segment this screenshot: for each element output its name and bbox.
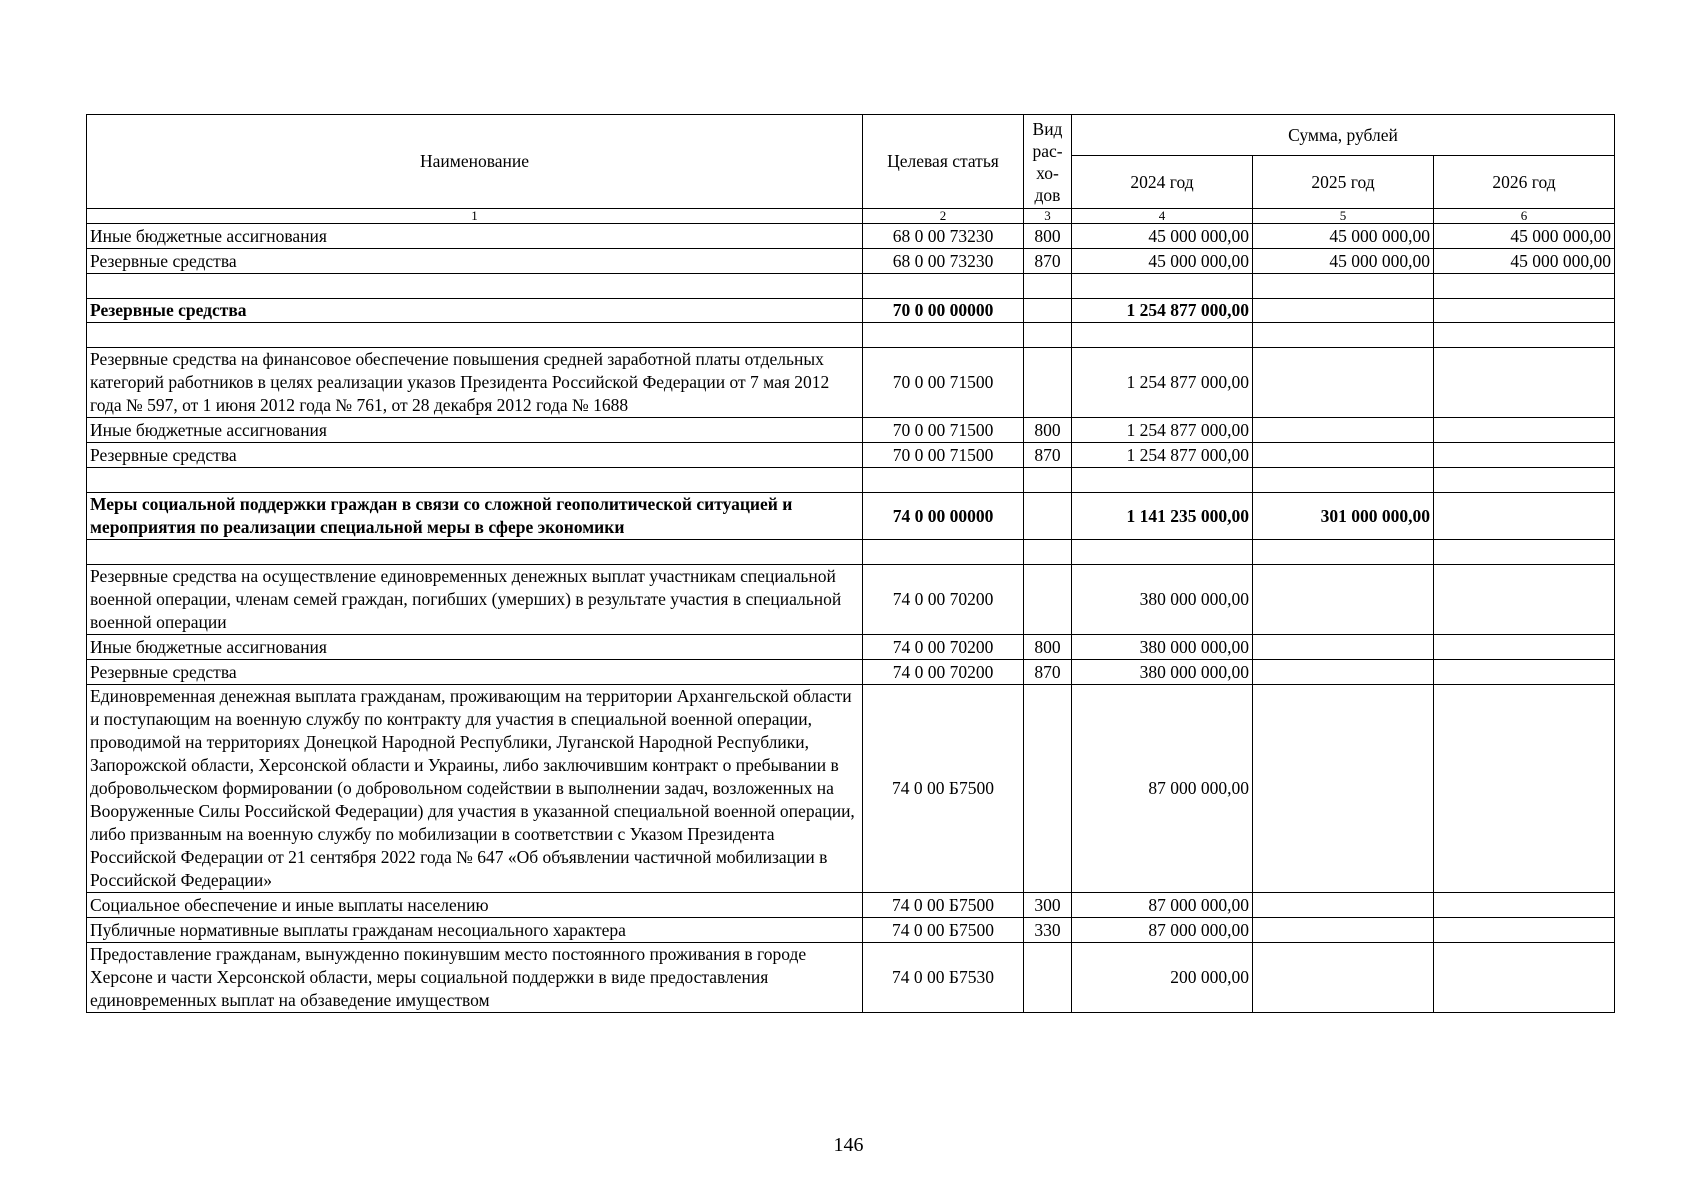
cell-expense-type bbox=[1024, 685, 1072, 893]
cell-amount-2026 bbox=[1434, 443, 1615, 468]
cell-amount-2026 bbox=[1434, 468, 1615, 493]
cell-name: Резервные средства bbox=[87, 299, 863, 323]
column-number: 2 bbox=[863, 209, 1024, 224]
cell-amount-2024: 45 000 000,00 bbox=[1072, 249, 1253, 274]
table-row bbox=[87, 893, 1615, 918]
cell-target-article: 68 0 00 73230 bbox=[863, 249, 1024, 274]
column-number: 5 bbox=[1253, 209, 1434, 224]
cell-name: Резервные средства на финансовое обеспечение повышения средней заработной платы отдельных категорий работников в целях реализации указов Президента Российской Федерации от 7 мая 2012 года № 597, от 1 июня 2012 года № 761, от 28 декабря 2012 года № 1688 bbox=[87, 348, 863, 418]
cell-amount-2026 bbox=[1434, 299, 1615, 323]
cell-amount-2024: 1 254 877 000,00 bbox=[1072, 348, 1253, 418]
table-row bbox=[87, 348, 1615, 418]
cell-amount-2026 bbox=[1434, 323, 1615, 348]
cell-expense-type bbox=[1024, 943, 1072, 1013]
cell-target-article: 74 0 00 70200 bbox=[863, 635, 1024, 660]
cell-expense-type bbox=[1024, 274, 1072, 299]
cell-amount-2026 bbox=[1434, 274, 1615, 299]
cell-expense-type bbox=[1024, 493, 1072, 540]
header-year-2024: 2024 год bbox=[1072, 156, 1253, 209]
cell-name: Единовременная денежная выплата гражданам, проживающим на территории Архангельской области и поступающим на военную службу по контракту для участия в специальной военной операции, проводимой на территориях Донецкой Народной Республики, Луганской Народной Республики, Запорожской области, Херсонской области и Украины, либо заключившим контракт о пребывании в добровольческом формировании (о добровольном содействии в выполнении задач, возложенных на Вооруженные Силы Российской Федерации) для участия в указанной специальной военной операции, либо призванным на военную службу по мобилизации в соответствии с Указом Президента Российской Федерации от 21 сентября 2022 года № 647 «Об объявлении частичной мобилизации в Российской Федерации» bbox=[87, 685, 863, 893]
cell-amount-2024 bbox=[1072, 540, 1253, 565]
column-number-row bbox=[87, 209, 1615, 224]
header-name: Наименование bbox=[87, 115, 863, 209]
cell-amount-2025: 301 000 000,00 bbox=[1253, 493, 1434, 540]
column-number: 6 bbox=[1434, 209, 1615, 224]
cell-target-article: 70 0 00 71500 bbox=[863, 418, 1024, 443]
header-target-article: Целевая статья bbox=[863, 115, 1024, 209]
cell-amount-2025 bbox=[1253, 943, 1434, 1013]
cell-amount-2026 bbox=[1434, 943, 1615, 1013]
cell-amount-2026: 45 000 000,00 bbox=[1434, 224, 1615, 249]
cell-amount-2026 bbox=[1434, 565, 1615, 635]
cell-name: Меры социальной поддержки граждан в связи со сложной геополитической ситуацией и мероприятия по реализации специальной меры в сфере экономики bbox=[87, 493, 863, 540]
cell-expense-type: 800 bbox=[1024, 635, 1072, 660]
cell-amount-2024: 1 141 235 000,00 bbox=[1072, 493, 1253, 540]
cell-amount-2024: 380 000 000,00 bbox=[1072, 565, 1253, 635]
table-header bbox=[87, 115, 1615, 224]
budget-table bbox=[86, 114, 1615, 1013]
cell-amount-2024: 380 000 000,00 bbox=[1072, 660, 1253, 685]
header-year-2025: 2025 год bbox=[1253, 156, 1434, 209]
cell-name: Социальное обеспечение и иные выплаты населению bbox=[87, 893, 863, 918]
cell-name: Резервные средства bbox=[87, 249, 863, 274]
cell-amount-2026 bbox=[1434, 635, 1615, 660]
cell-amount-2024: 87 000 000,00 bbox=[1072, 685, 1253, 893]
cell-amount-2025 bbox=[1253, 418, 1434, 443]
spacer-row bbox=[87, 323, 1615, 348]
page-number: 146 bbox=[833, 1134, 864, 1156]
cell-expense-type bbox=[1024, 348, 1072, 418]
cell-expense-type: 300 bbox=[1024, 893, 1072, 918]
cell-expense-type bbox=[1024, 323, 1072, 348]
cell-target-article bbox=[863, 468, 1024, 493]
cell-target-article bbox=[863, 323, 1024, 348]
cell-amount-2026: 45 000 000,00 bbox=[1434, 249, 1615, 274]
cell-target-article: 70 0 00 71500 bbox=[863, 348, 1024, 418]
cell-name: Иные бюджетные ассигнования bbox=[87, 224, 863, 249]
cell-expense-type bbox=[1024, 299, 1072, 323]
cell-name: Публичные нормативные выплаты гражданам несоциального характера bbox=[87, 918, 863, 943]
cell-target-article: 74 0 00 Б7500 bbox=[863, 893, 1024, 918]
table-row bbox=[87, 565, 1615, 635]
cell-expense-type: 870 bbox=[1024, 443, 1072, 468]
cell-expense-type: 870 bbox=[1024, 660, 1072, 685]
header-sum: Сумма, рублей bbox=[1072, 115, 1615, 156]
cell-amount-2025 bbox=[1253, 540, 1434, 565]
table-body bbox=[87, 224, 1615, 1013]
cell-amount-2025 bbox=[1253, 274, 1434, 299]
cell-target-article: 74 0 00 70200 bbox=[863, 565, 1024, 635]
cell-expense-type: 800 bbox=[1024, 418, 1072, 443]
cell-amount-2026 bbox=[1434, 493, 1615, 540]
table-row bbox=[87, 418, 1615, 443]
cell-amount-2026 bbox=[1434, 348, 1615, 418]
cell-name: Предоставление гражданам, вынужденно покинувшим место постоянного проживания в городе Херсоне и части Херсонской области, меры социальной поддержки в виде предоставления единовременных выплат на обзаведение имуществом bbox=[87, 943, 863, 1013]
cell-amount-2025 bbox=[1253, 348, 1434, 418]
table-row bbox=[87, 299, 1615, 323]
cell-expense-type: 870 bbox=[1024, 249, 1072, 274]
cell-name bbox=[87, 274, 863, 299]
cell-name: Иные бюджетные ассигнования bbox=[87, 635, 863, 660]
cell-amount-2026 bbox=[1434, 418, 1615, 443]
cell-expense-type bbox=[1024, 565, 1072, 635]
cell-amount-2024: 200 000,00 bbox=[1072, 943, 1253, 1013]
cell-expense-type: 800 bbox=[1024, 224, 1072, 249]
table-row bbox=[87, 224, 1615, 249]
cell-amount-2025 bbox=[1253, 443, 1434, 468]
spacer-row bbox=[87, 274, 1615, 299]
cell-expense-type bbox=[1024, 540, 1072, 565]
cell-amount-2024: 1 254 877 000,00 bbox=[1072, 299, 1253, 323]
cell-amount-2024 bbox=[1072, 468, 1253, 493]
cell-amount-2026 bbox=[1434, 893, 1615, 918]
cell-amount-2025 bbox=[1253, 468, 1434, 493]
cell-amount-2024: 87 000 000,00 bbox=[1072, 918, 1253, 943]
table-row bbox=[87, 443, 1615, 468]
cell-target-article: 70 0 00 00000 bbox=[863, 299, 1024, 323]
table-row bbox=[87, 493, 1615, 540]
cell-amount-2024: 1 254 877 000,00 bbox=[1072, 418, 1253, 443]
cell-target-article: 68 0 00 73230 bbox=[863, 224, 1024, 249]
cell-amount-2026 bbox=[1434, 685, 1615, 893]
table-row bbox=[87, 918, 1615, 943]
table-row bbox=[87, 660, 1615, 685]
cell-amount-2024: 380 000 000,00 bbox=[1072, 635, 1253, 660]
cell-amount-2026 bbox=[1434, 918, 1615, 943]
cell-name bbox=[87, 540, 863, 565]
cell-amount-2024: 87 000 000,00 bbox=[1072, 893, 1253, 918]
cell-amount-2025 bbox=[1253, 660, 1434, 685]
cell-target-article bbox=[863, 274, 1024, 299]
cell-target-article: 74 0 00 Б7530 bbox=[863, 943, 1024, 1013]
header-expense-type: Вид рас-хо-дов bbox=[1024, 115, 1072, 209]
cell-amount-2024: 1 254 877 000,00 bbox=[1072, 443, 1253, 468]
cell-amount-2025 bbox=[1253, 299, 1434, 323]
cell-amount-2025 bbox=[1253, 918, 1434, 943]
cell-amount-2024: 45 000 000,00 bbox=[1072, 224, 1253, 249]
column-number: 1 bbox=[87, 209, 863, 224]
cell-name bbox=[87, 323, 863, 348]
cell-target-article: 74 0 00 00000 bbox=[863, 493, 1024, 540]
cell-amount-2025 bbox=[1253, 893, 1434, 918]
cell-amount-2024 bbox=[1072, 274, 1253, 299]
cell-target-article: 70 0 00 71500 bbox=[863, 443, 1024, 468]
cell-amount-2026 bbox=[1434, 660, 1615, 685]
column-number: 3 bbox=[1024, 209, 1072, 224]
table-row bbox=[87, 685, 1615, 893]
cell-target-article bbox=[863, 540, 1024, 565]
cell-name: Резервные средства bbox=[87, 660, 863, 685]
cell-amount-2025 bbox=[1253, 635, 1434, 660]
cell-expense-type: 330 bbox=[1024, 918, 1072, 943]
cell-name bbox=[87, 468, 863, 493]
cell-amount-2025 bbox=[1253, 323, 1434, 348]
cell-name: Резервные средства bbox=[87, 443, 863, 468]
table-row bbox=[87, 943, 1615, 1013]
table-row bbox=[87, 249, 1615, 274]
cell-amount-2024 bbox=[1072, 323, 1253, 348]
cell-target-article: 74 0 00 Б7500 bbox=[863, 918, 1024, 943]
cell-name: Резервные средства на осуществление единовременных денежных выплат участникам специальной военной операции, членам семей граждан, погибших (умерших) в результате участия в специальной военной операции bbox=[87, 565, 863, 635]
cell-expense-type bbox=[1024, 468, 1072, 493]
cell-target-article: 74 0 00 Б7500 bbox=[863, 685, 1024, 893]
spacer-row bbox=[87, 540, 1615, 565]
cell-amount-2025 bbox=[1253, 565, 1434, 635]
header-year-2026: 2026 год bbox=[1434, 156, 1615, 209]
cell-target-article: 74 0 00 70200 bbox=[863, 660, 1024, 685]
table-row bbox=[87, 635, 1615, 660]
cell-name: Иные бюджетные ассигнования bbox=[87, 418, 863, 443]
cell-amount-2025 bbox=[1253, 685, 1434, 893]
spacer-row bbox=[87, 468, 1615, 493]
cell-amount-2026 bbox=[1434, 540, 1615, 565]
cell-amount-2025: 45 000 000,00 bbox=[1253, 249, 1434, 274]
column-number: 4 bbox=[1072, 209, 1253, 224]
cell-amount-2025: 45 000 000,00 bbox=[1253, 224, 1434, 249]
